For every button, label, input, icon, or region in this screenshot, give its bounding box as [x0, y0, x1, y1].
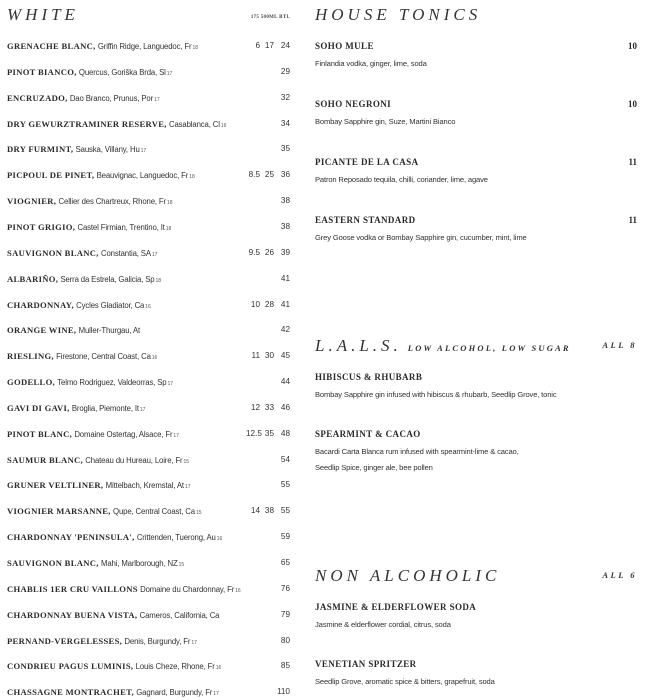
wine-vintage: 15: [183, 458, 190, 465]
price-bottle: 38: [280, 196, 290, 206]
wine-prices: [246, 607, 290, 623]
wine-producer-region: Beauvignac, Languedoc, Fr: [96, 171, 189, 181]
non-alcoholic-section: [315, 566, 637, 588]
drink-item: [315, 600, 637, 632]
wine-name: GODELLO,: [7, 377, 56, 388]
wine-producer-region: Griffin Ridge, Languedoc, Fr: [97, 42, 192, 51]
wine-row: [7, 141, 290, 157]
wine-name: CHASSAGNE MONTRACHET,: [7, 687, 134, 698]
wine-name: GRENACHE BLANC,: [7, 41, 96, 51]
wine-name: SAUMUR BLANC,: [7, 454, 83, 465]
price-bottle: 59: [280, 532, 290, 542]
wine-name: CHARDONNAY 'PENINSULA',: [7, 532, 135, 543]
wine-prices: [246, 581, 290, 597]
wine-vintage: 18: [166, 200, 173, 207]
wine-row: [7, 219, 290, 235]
wine-producer-region: Quercus, Goriška Brda, Sl: [78, 67, 166, 77]
price-glass: [246, 193, 260, 209]
drink-name: PICANTE DE LA CASA: [315, 157, 419, 167]
price-500ml: [260, 374, 274, 390]
wine-name: PERNAND-VERGELESSES,: [7, 635, 123, 646]
wine-name: VIOGNIER MARSANNE,: [7, 506, 111, 517]
wine-row: [7, 271, 290, 287]
price-bottle: 24: [280, 41, 290, 50]
wine-name: GAVI DI GAVI,: [7, 402, 70, 413]
price-500ml: 25: [264, 170, 274, 180]
price-500ml: [260, 64, 274, 80]
price-500ml: [260, 141, 274, 157]
wine-producer-region: Constantia, SA: [100, 248, 151, 258]
wine-row: [7, 633, 290, 649]
price-glass: 12: [250, 402, 260, 412]
lals-header: [315, 336, 637, 358]
wine-producer-region: Mittelbach, Kremstal, At: [105, 481, 184, 491]
price-glass: [246, 271, 260, 287]
lals-all-price: ALL 8: [602, 340, 637, 350]
price-glass: [246, 90, 260, 106]
wine-row: [7, 477, 290, 493]
wine-producer-region: Chateau du Hureau, Loire, Fr: [85, 455, 183, 465]
price-glass: 12.5: [246, 428, 262, 438]
wine-prices: [246, 400, 290, 416]
wine-row: [7, 322, 290, 338]
drink-item: [315, 427, 637, 475]
wine-row: [7, 400, 290, 416]
wine-vintage: 17: [151, 251, 158, 258]
wine-vintage: 17: [154, 96, 160, 103]
wine-prices: [246, 245, 290, 261]
wine-producer-region: Dao Branco, Prunus, Por: [69, 93, 154, 103]
wine-row: [7, 374, 290, 390]
wine-row: [7, 529, 290, 545]
price-glass: 8.5: [248, 170, 260, 180]
price-500ml: [260, 529, 274, 545]
price-bottle: 85: [280, 661, 290, 671]
drink-description: Seedlip Grove, aromatic spice & bitters, grapefruit, soda: [315, 677, 495, 686]
wine-name: SAUVIGNON BLANC,: [7, 247, 99, 258]
price-bottle: 44: [280, 377, 290, 387]
price-bottle: 32: [280, 92, 290, 102]
price-500ml: [260, 581, 274, 597]
wine-vintage: 15: [195, 510, 202, 517]
drink-name: SOHO NEGRONI: [315, 99, 392, 109]
wine-row: [7, 426, 290, 442]
price-glass: [246, 452, 260, 468]
price-glass: 11: [251, 351, 260, 361]
wine-vintage: 18: [165, 225, 172, 232]
drink-name: EASTERN STANDARD: [315, 215, 416, 225]
wine-vintage: 16: [215, 665, 222, 672]
wine-producer-region: Sauska, Villany, Hu: [75, 145, 140, 155]
section-title-house-tonics: HOUSE TONICS: [315, 5, 482, 24]
drink-item: [315, 155, 637, 187]
drink-item: [315, 213, 637, 245]
house-tonics-section: [315, 5, 637, 27]
price-bottle: 65: [280, 558, 290, 567]
wine-name: ORANGE WINE,: [7, 325, 77, 336]
price-glass: [246, 219, 260, 235]
non-alcoholic-header: [315, 566, 637, 588]
wine-row: [7, 658, 290, 674]
drink-item: [315, 39, 637, 71]
wine-name: ALBARIÑO,: [7, 273, 59, 284]
wine-vintage: 17: [166, 70, 173, 77]
wine-row: [7, 64, 290, 80]
price-500ml: [260, 90, 274, 106]
price-bottle: 34: [280, 118, 290, 128]
price-glass: [246, 633, 260, 649]
drink-price: 10: [628, 99, 637, 109]
price-glass: [246, 322, 260, 338]
price-500ml: 38: [264, 506, 274, 516]
wine-producer-region: Domaine du Chardonnay, Fr: [140, 584, 235, 594]
drink-item: [315, 370, 637, 402]
wine-row: [7, 581, 290, 597]
drink-name: HIBISCUS & RHUBARB: [315, 372, 423, 382]
wine-prices: [246, 452, 290, 468]
wine-prices: [246, 529, 290, 545]
wine-name: DRY GEWURZTRAMINER RESERVE,: [7, 118, 167, 129]
wine-prices: [246, 684, 290, 700]
wine-producer-region: Mahi, Marlborough, NZ: [100, 559, 178, 568]
price-bottle: 55: [280, 506, 290, 516]
price-500ml: 26: [264, 247, 274, 257]
wine-row: [7, 167, 290, 183]
house-tonics-header: [315, 5, 637, 27]
price-bottle: 54: [280, 454, 290, 464]
price-glass: [246, 529, 260, 545]
wine-prices: [246, 658, 290, 674]
wine-producer-region: Louis Cheze, Rhone, Fr: [135, 662, 215, 672]
wine-prices: [246, 167, 290, 183]
wine-row: [7, 193, 290, 209]
wine-row: [7, 452, 290, 468]
price-500ml: 28: [264, 299, 274, 309]
wine-row: [7, 503, 290, 519]
price-bottle: 41: [280, 273, 290, 283]
wine-vintage: 17: [140, 148, 147, 155]
wine-row: [7, 555, 290, 571]
drink-name: VENETIAN SPRITZER: [315, 659, 417, 669]
price-glass: [246, 581, 260, 597]
drink-name: SPEARMINT & CACAO: [315, 429, 421, 439]
price-500ml: [260, 658, 274, 674]
wine-producer-region: Cellier des Chartreux, Rhone, Fr: [58, 197, 166, 207]
non-alcoholic-all-price: ALL 6: [602, 570, 637, 580]
section-title-non-alcoholic: NON ALCOHOLIC: [315, 566, 501, 585]
wine-producer-region: Serra da Estrela, Galicia, Sp: [60, 274, 155, 284]
drink-description-line2: Seedlip Spice, ginger ale, bee pollen: [315, 463, 433, 472]
price-bottle: 36: [280, 170, 290, 180]
wine-vintage: 17: [184, 484, 191, 491]
wine-producer-region: Broglia, Piemonte, It: [71, 403, 139, 413]
price-bottle: 35: [280, 144, 290, 154]
wine-vintage: 16: [220, 122, 227, 129]
wine-row: [7, 245, 290, 261]
wine-name: PINOT BLANC,: [7, 428, 73, 439]
wine-prices: [246, 193, 290, 209]
wine-vintage: 17: [191, 639, 197, 646]
wine-producer-region: Cycles Gladiator, Ca: [76, 300, 145, 310]
drink-description: Bacardi Carta Blanca rum infused with spearmint-lime & cacao,: [315, 447, 519, 456]
drink-description: Patron Reposado tequila, chilli, coriander, lime, agave: [315, 175, 488, 184]
wine-producer-region: Muller-Thurgau, At: [78, 326, 141, 336]
price-bottle: 42: [280, 325, 290, 335]
drink-price: 11: [628, 157, 637, 167]
wine-prices: [246, 426, 290, 442]
wine-prices: [246, 141, 290, 157]
lals-subtitle: LOW ALCOHOL, LOW SUGAR: [407, 343, 571, 353]
wine-row: [7, 684, 290, 700]
price-500ml: [260, 271, 274, 287]
wine-prices: [246, 555, 290, 571]
wine-prices: [246, 322, 290, 338]
drink-name: SOHO MULE: [315, 41, 374, 51]
drink-description: Bombay Sapphire gin infused with hibiscus & rhubarb, Seedlip Grove, tonic: [315, 390, 557, 399]
wine-row: [7, 116, 290, 132]
price-500ml: [260, 116, 274, 132]
wine-producer-region: Telmo Rodriguez, Valdeorras, Sp: [57, 378, 167, 388]
wine-prices: [246, 116, 290, 132]
price-500ml: 33: [264, 402, 274, 412]
price-column-header: 175 500ML BTL: [250, 15, 290, 20]
price-glass: [246, 658, 260, 674]
lals-section: [315, 336, 637, 358]
wine-name: CHABLIS 1ER CRU VAILLONS: [7, 583, 138, 594]
wine-name: DRY FURMINT,: [7, 144, 74, 155]
drink-description: Finlandia vodka, ginger, lime, soda: [315, 59, 427, 68]
price-500ml: [260, 684, 274, 700]
wine-prices: [246, 90, 290, 106]
price-bottle: 45: [280, 351, 290, 361]
wine-vintage: 18: [155, 277, 162, 284]
wine-vintage: 17: [213, 691, 219, 698]
price-glass: [246, 141, 260, 157]
price-bottle: 39: [280, 247, 290, 257]
wine-vintage: 17: [173, 432, 179, 439]
wine-name: VIOGNIER,: [7, 196, 57, 207]
wine-name: PINOT GRIGIO,: [7, 221, 76, 232]
wine-name: GRUNER VELTLINER,: [7, 480, 104, 491]
price-bottle: 38: [280, 221, 290, 231]
wine-prices: [246, 633, 290, 649]
drink-description: Grey Goose vodka or Bombay Sapphire gin, cucumber, mint, lime: [315, 233, 527, 242]
price-500ml: [260, 633, 274, 649]
wine-vintage: 18: [189, 174, 195, 181]
price-bottle: 80: [280, 635, 290, 645]
wine-vintage: 16: [145, 303, 151, 310]
drink-name: JASMINE & ELDERFLOWER SODA: [315, 602, 477, 612]
section-title-white: WHITE: [7, 5, 79, 24]
lals-title: L.A.L.S.: [315, 336, 402, 355]
wine-vintage: 18: [192, 45, 198, 51]
wine-name: CHARDONNAY BUENA VISTA,: [7, 609, 138, 620]
price-glass: 9.5: [248, 247, 260, 257]
price-glass: [246, 477, 260, 493]
wine-prices: [246, 219, 290, 235]
wine-name: PINOT BIANCO,: [7, 66, 77, 77]
drink-description: Bombay Sapphire gin, Suze, Martini Bianco: [315, 117, 456, 126]
price-glass: 6: [255, 41, 260, 50]
wine-name: ENCRUZADO,: [7, 92, 68, 103]
wine-prices: [246, 38, 290, 54]
wine-prices: [246, 271, 290, 287]
price-bottle: 79: [280, 609, 290, 619]
wine-vintage: 15: [178, 562, 185, 568]
wine-name: CONDRIEU PAGUS LUMINIS,: [7, 661, 134, 672]
wine-producer-region: Domaine Ostertag, Alsace, Fr: [74, 429, 173, 439]
section-title-lals: [315, 336, 571, 356]
price-bottle: 110: [276, 687, 290, 697]
wine-name: SAUVIGNON BLANC,: [7, 558, 99, 568]
price-glass: [246, 684, 260, 700]
wine-name: RIESLING,: [7, 351, 54, 362]
price-glass: [246, 116, 260, 132]
drink-price: 11: [628, 215, 637, 225]
price-500ml: [260, 555, 274, 571]
wine-prices: [246, 477, 290, 493]
wine-vintage: 16: [235, 587, 241, 594]
wine-producer-region: Casablanca, Cl: [169, 119, 220, 129]
price-500ml: [260, 607, 274, 623]
price-bottle: 41: [280, 299, 290, 309]
price-bottle: 46: [280, 402, 290, 412]
wine-row: [7, 297, 290, 313]
wine-prices: [246, 297, 290, 313]
drink-description: Jasmine & elderflower cordial, citrus, soda: [315, 620, 451, 629]
white-section-header: [7, 5, 290, 27]
price-500ml: [260, 193, 274, 209]
price-500ml: [260, 219, 274, 235]
price-500ml: 30: [264, 351, 274, 361]
price-bottle: 76: [280, 583, 290, 593]
wine-producer-region: Firestone, Central Coast, Ca: [56, 352, 151, 362]
price-bottle: 48: [280, 428, 290, 438]
wine-prices: [246, 374, 290, 390]
wine-row: [7, 607, 290, 623]
price-glass: [246, 607, 260, 623]
wine-prices: [246, 64, 290, 80]
price-glass: [246, 374, 260, 390]
price-bottle: 55: [280, 480, 290, 490]
wine-producer-region: Castel Firmian, Trentino, It: [77, 222, 165, 232]
wine-vintage: 17: [167, 381, 174, 388]
drink-price: 10: [628, 41, 637, 51]
price-glass: [246, 64, 260, 80]
wine-producer-region: Denis, Burgundy, Fr: [124, 636, 191, 646]
price-500ml: 35: [264, 428, 274, 438]
wine-name: CHARDONNAY,: [7, 299, 74, 310]
wine-producer-region: Qupe, Central Coast, Ca: [113, 507, 195, 517]
price-glass: 10: [250, 299, 260, 309]
drink-item: [315, 657, 637, 689]
price-glass: [246, 555, 260, 571]
price-500ml: [260, 322, 274, 338]
price-500ml: 17: [264, 41, 274, 50]
wine-name: PICPOUL DE PINET,: [7, 170, 95, 181]
drink-item: [315, 97, 637, 129]
price-500ml: [260, 452, 274, 468]
price-glass: 14: [250, 506, 260, 516]
wine-row: [7, 38, 290, 54]
wine-prices: [246, 503, 290, 519]
wine-row: [7, 90, 290, 106]
wine-vintage: 16: [216, 536, 223, 543]
wine-vintage: 17: [139, 406, 146, 413]
wine-producer-region: Cameros, California, Ca: [139, 610, 220, 620]
wine-prices: [246, 348, 290, 364]
price-500ml: [260, 477, 274, 493]
wine-row: [7, 348, 290, 364]
wine-vintage: 16: [151, 355, 158, 362]
wine-producer-region: Crittenden, Tuerong, Au: [136, 533, 216, 543]
price-bottle: 29: [280, 66, 290, 76]
wine-producer-region: Gagnard, Burgundy, Fr: [136, 688, 213, 698]
